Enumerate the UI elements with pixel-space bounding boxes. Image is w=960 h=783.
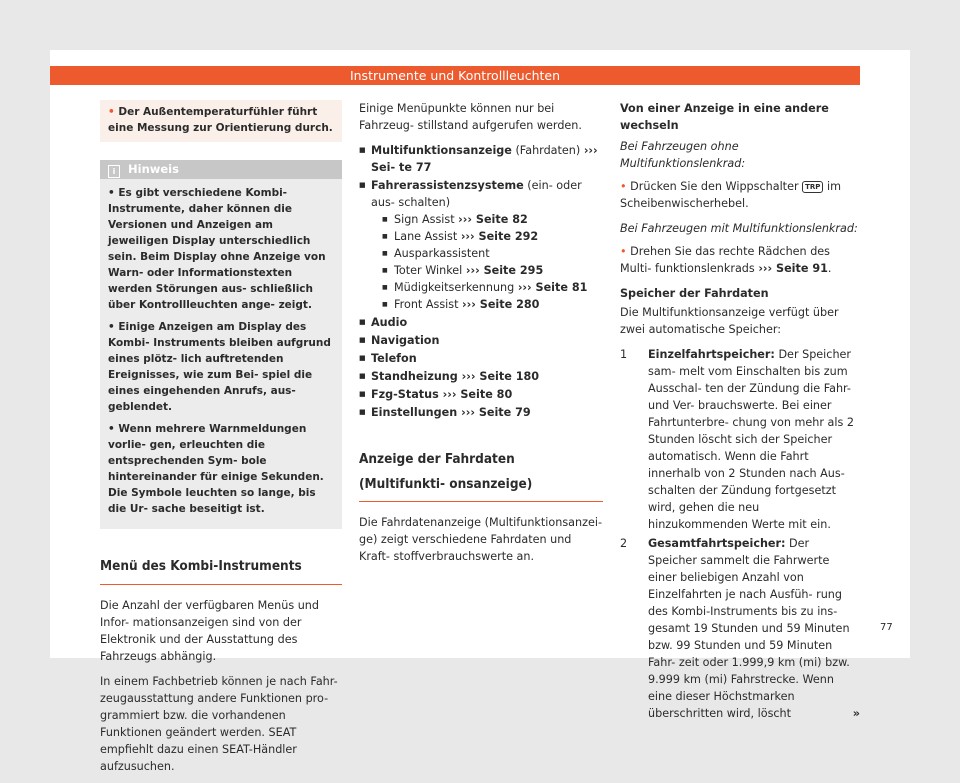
paragraph: Die Anzahl der verfügbaren Menüs und Infor- mationsanzeigen sind von der Elektronik und der Ausstattung des Fahrzeugs abhängig. (100, 599, 319, 663)
page-reference-link[interactable]: ››› Seite 82 (458, 213, 528, 226)
page-header: Instrumente und Kontrollleuchten (50, 66, 860, 85)
page-reference-link[interactable]: ››› Seite 81 (517, 281, 588, 294)
page-reference-link[interactable]: ››› Seite 280 (462, 298, 540, 311)
hint-item: • Einige Anzeigen am Display des Kombi- Instruments bleiben aufgrund eines plötz- lich auftretenden Ereignisses, wie zum Bei- spiel die eines eingehenden Anrufs, aus- geblendet. (108, 321, 331, 413)
list-item: ■ Einstellungen ››› Seite 79 (359, 404, 603, 421)
menu-list (359, 142, 603, 421)
sub-list-item: ■ Toter Winkel ››› Seite 295 (371, 262, 603, 279)
sub-list (371, 211, 603, 313)
list-item: ■ Telefon (359, 350, 603, 367)
list-item: ■ Navigation (359, 332, 603, 349)
section-title: Anzeige der Fahrdaten (Multifunkti- onsanzeige) (359, 447, 603, 502)
sub-list-item: ■ Sign Assist ››› Seite 82 (371, 211, 603, 228)
info-icon: i (108, 165, 120, 178)
list-item: ■ Fahrerassistenzsysteme (ein- oder aus- schalten) ■ Sign Assist ››› Seite 82 ■ Lane Assist ››› Seite 292 ■ Ausparkassistent ■ Toter Winkel ››› Seite 295 ■ Müdigkeitserkennung ››› Seite 81 ■ Front Assist ››› Seite 280 (359, 177, 603, 313)
condition-label: Bei Fahrzeugen mit Multifunktionslenkrad: (620, 222, 858, 235)
paragraph: Die Multifunktionsanzeige verfügt über zwei automatische Speicher: (620, 306, 839, 336)
sub-list-item: ■ Müdigkeitserkennung ››› Seite 81 (371, 279, 603, 296)
instruction: • Drehen Sie das rechte Rädchen des Multi- funktionslenkrads ››› Seite 91. (620, 245, 832, 275)
hint-title: Hinweis (128, 162, 179, 176)
paragraph: Die Fahrdatenanzeige (Multifunktionsanzei- ge) zeigt verschiedene Fahrdaten und Kraft- stoffverbrauchswerte an. (359, 516, 602, 563)
memory-item: 2 Gesamtfahrtspeicher: Der Speicher sammelt die Fahrwerte einer beliebigen Anzahl von Einzelfahrten je nach Ausfüh- rung des Kombi-Instruments bis zu ins- gesamt 19 Stunden und 59 Minuten bzw. 99 Stunden und 59 Minuten Fahr- zeit oder 1.999,9 km (mi) bzw. 9.999 km (mi) Fahrstrecke. Wenn eine dieser Höchstmarken überschritten wird, löscht » (620, 537, 860, 720)
warning-text: Der Außentemperaturfühler führt eine Messung zur Orientierung durch. (108, 106, 333, 134)
page-reference-link[interactable]: ››› Seite 91 (758, 262, 828, 275)
list-item: ■ Audio (359, 314, 603, 331)
section-title: Menü des Kombi-Instruments (100, 557, 342, 585)
hint-box (100, 160, 342, 529)
page-reference-link[interactable]: ››› Sei- te 77 (371, 144, 598, 174)
paragraph: In einem Fachbetrieb können je nach Fahr- zeugausstattung andere Funktionen pro- grammiert bzw. die vorhandenen Funktionen geändert werden. SEAT empfiehlt dazu einen SEAT-Händler aufzusuchen. (100, 675, 338, 773)
page-reference-link[interactable]: ››› Seite 180 (461, 370, 540, 383)
bullet-icon: • (108, 106, 115, 118)
list-item: ■ Fzg-Status ››› Seite 80 (359, 386, 603, 403)
list-item: ■ Multifunktionsanzeige (Fahrdaten) ››› Sei- te 77 (359, 142, 603, 176)
column-right (620, 100, 860, 724)
continue-icon: » (852, 707, 860, 720)
sub-list-item: ■ Lane Assist ››› Seite 292 (371, 228, 603, 245)
warning-box (100, 100, 342, 142)
column-middle (359, 100, 603, 573)
memory-item: 1 Einzelfahrtspeicher: Der Speicher sam- melt vom Einschalten bis zum Ausschal- ten der Zündung die Fahr- und Ver- brauchswerte. Bei einer Fahrtunterbre- chung von mehr als 2 Stunden löscht sich der Speicher automatisch. Wenn die Fahrt innerhalb von 2 Stunden nach Aus- schalten der Zündung fortgesetzt wird, gehen die neu hinzukommenden Werte mit ein. (620, 348, 855, 531)
sub-list-item: ■ Front Assist ››› Seite 280 (371, 296, 603, 313)
subheading: Speicher der Fahrdaten (620, 287, 769, 300)
hint-item: • Es gibt verschiedene Kombi-Instrumente, daher können die Versionen und Anzeigen am jeweiligen Display unterschiedlich sein. Beim Display ohne Anzeige von Warn- oder Informationstexten werden Störungen aus- schließlich über Kontrollleuchten ange- zeigt. (108, 187, 326, 311)
instruction: • Drücken Sie den Wippschalter TRP im Scheibenwischerhebel. (620, 180, 841, 210)
hint-header (100, 160, 342, 179)
subheading: Von einer Anzeige in eine andere wechseln (620, 102, 829, 132)
page-number: 77 (880, 622, 893, 633)
trip-switch-icon: TRP (802, 181, 823, 193)
hint-item: • Wenn mehrere Warnmeldungen vorlie- gen, erleuchten die entsprechenden Sym- bole hintereinander für einige Sekunden. Die Symbole leuchten so lange, bis die Ur- sache beseitigt ist. (108, 423, 324, 515)
page-reference-link[interactable]: ››› Seite 80 (442, 388, 513, 401)
column-left (100, 100, 342, 783)
bullet-icon: • (620, 180, 627, 193)
condition-label: Bei Fahrzeugen ohne Multifunktionslenkrad: (620, 140, 746, 170)
list-item: ■ Standheizung ››› Seite 180 (359, 368, 603, 385)
page-reference-link[interactable]: ››› Seite 292 (460, 230, 539, 243)
page-reference-link[interactable]: ››› Seite 295 (465, 264, 544, 277)
bullet-icon: • (620, 245, 627, 258)
paragraph: Einige Menüpunkte können nur bei Fahrzeug- stillstand aufgerufen werden. (359, 102, 582, 132)
page-reference-link[interactable]: ››› Seite 79 (461, 406, 531, 419)
sub-list-item: ■ Ausparkassistent (371, 245, 603, 262)
